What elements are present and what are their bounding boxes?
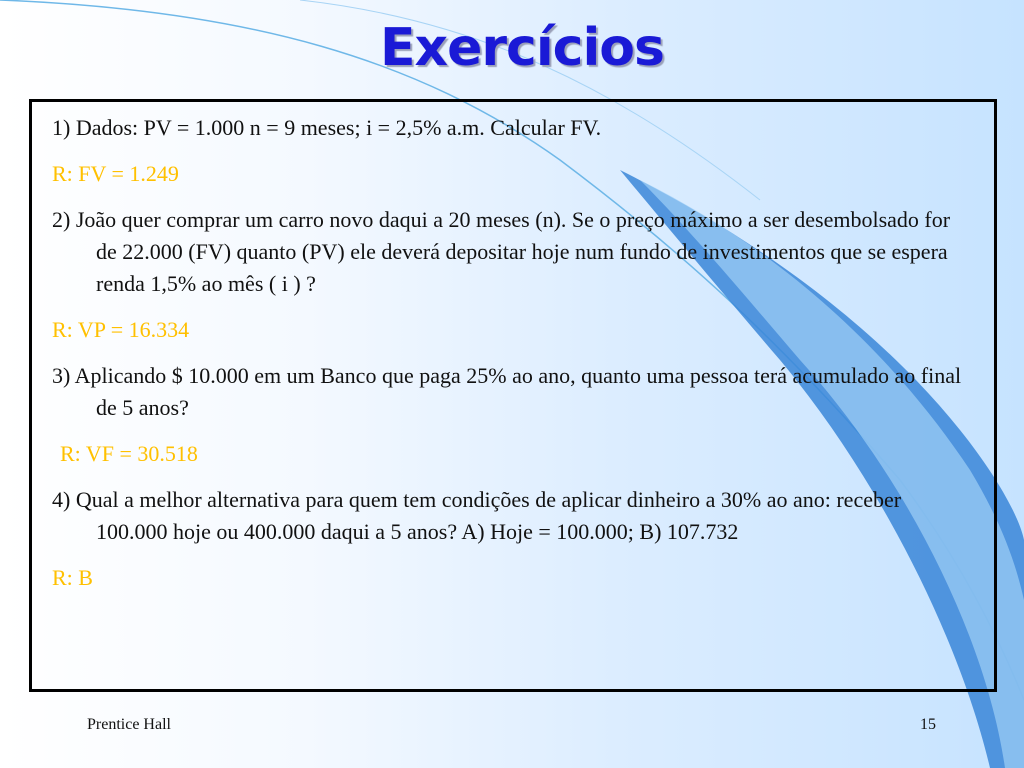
exercises-box — [29, 99, 997, 692]
exercise-1-answer: R: FV = 1.249 — [52, 161, 179, 186]
exercise-2-question: 2) João quer comprar um carro novo daqui a 20 meses (n). Se o preço máximo a ser desembolsado for de 22.000 (FV) quanto (PV) ele deverá depositar hoje num fundo de investimentos que se espera renda 1,5% ao mês ( i ) ? — [52, 207, 951, 296]
exercise-3-answer: R: VF = 30.518 — [60, 441, 198, 466]
exercise-3-question: 3) Aplicando $ 10.000 em um Banco que paga 25% ao ano, quanto uma pessoa terá acumulado ao final de 5 anos? — [52, 363, 962, 420]
exercise-1-question: 1) Dados: PV = 1.000 n = 9 meses; i = 2,5% a.m. Calcular FV. — [52, 115, 602, 140]
exercise-2-answer: R: VP = 16.334 — [52, 317, 190, 342]
slide-title: Exercícios — [380, 18, 664, 78]
exercise-4-answer: R: B — [52, 565, 93, 590]
footer-publisher: Prentice Hall — [87, 716, 171, 733]
exercise-4-question: 4) Qual a melhor alternativa para quem tem condições de aplicar dinheiro a 30% ao ano: receber 100.000 hoje ou 400.000 daqui a 5 anos? A) Hoje = 100.000; B) 107.732 — [52, 487, 902, 544]
footer-page-number: 15 — [920, 716, 936, 733]
